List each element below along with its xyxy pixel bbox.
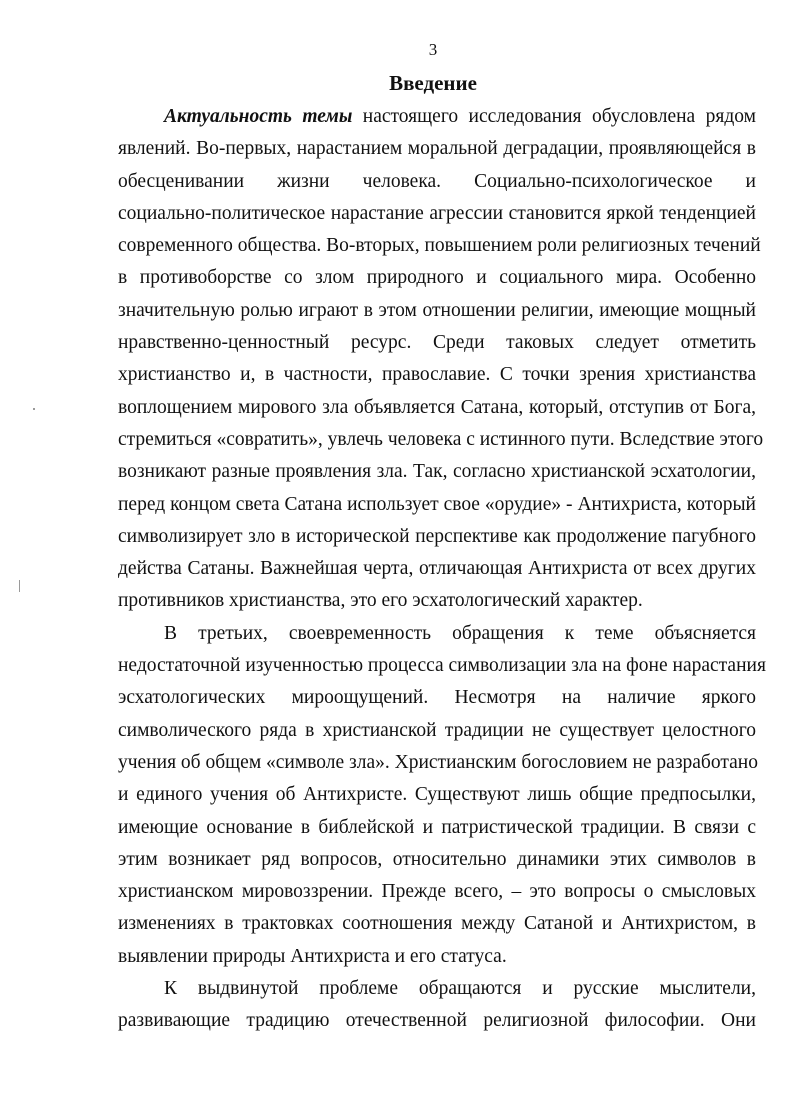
text-line: К выдвинутой проблеме обращаются и русские мыслители, xyxy=(164,978,756,1000)
body-text xyxy=(118,101,766,1038)
text-line: обесценивании жизни человека. Социально-психологическое и xyxy=(118,170,756,192)
text-line: недостаточной изученностью процесса символизации зла на фоне нарастания xyxy=(118,655,766,677)
text-line: стремиться «совратить», увлечь человека с истинного пути. Вследствие этого xyxy=(118,428,764,450)
text-line: христианство и, в частности, православие. С точки зрения христианства xyxy=(118,364,756,386)
text-line: противников христианства, это его эсхатологический характер. xyxy=(118,590,643,612)
text-line: изменениях в трактовках соотношения между Сатаной и Антихристом, в xyxy=(118,913,756,935)
paragraph-russian-thinkers xyxy=(118,973,756,1038)
text-line: имеющие основание в библейской и патристической традиции. В связи с xyxy=(118,816,756,838)
text-line: В третьих, своевременность обращения к теме объясняется xyxy=(164,622,756,644)
text-line: выявлении природы Антихриста и его статуса. xyxy=(118,945,507,967)
text-line: христианском мировоззрении. Прежде всего, – это вопросы о смысловых xyxy=(118,881,756,903)
text-line: значительную ролью играют в этом отношении религии, имеющие мощный xyxy=(118,299,756,321)
text-line: современного общества. Во-вторых, повышением роли религиозных течений xyxy=(118,235,761,257)
text-line: возникают разные проявления зла. Так, согласно христианской эсхатологии, xyxy=(118,461,756,483)
text-line: эсхатологических мироощущений. Несмотря на наличие яркого xyxy=(118,687,756,709)
text-line: действа Сатаны. Важнейшая черта, отличающая Антихриста от всех других xyxy=(118,558,756,580)
text-line: учения об общем «символе зла». Христианским богословием не разработано xyxy=(118,751,758,773)
paragraph-relevance xyxy=(118,101,764,618)
paragraph-third-reason xyxy=(118,618,766,973)
text-line: развивающие традицию отечественной религиозной философии. Они xyxy=(118,1010,756,1032)
text-line: воплощением мирового зла объявляется Сатана, который, отступив от Бога, xyxy=(118,396,756,418)
text-line: символического ряда в христианской традиции не существует целостного xyxy=(118,719,756,741)
text-line: нравственно-ценностный ресурс. Среди таковых следует отметить xyxy=(118,332,756,354)
text-line: символизирует зло в исторической перспективе как продолжение пагубного xyxy=(118,525,756,547)
text-line: явлений. Во-первых, нарастанием моральной деградации, проявляющейся в xyxy=(118,138,756,160)
text-line: в противоборстве со злом природного и социального мира. Особенно xyxy=(118,267,756,289)
scan-artifact xyxy=(33,408,35,410)
text-line: этим возникает ряд вопросов, относительно динамики этих символов в xyxy=(118,848,756,870)
text-line: и единого учения об Антихристе. Существуют лишь общие предпосылки, xyxy=(118,784,756,806)
emphasized-term: Актуальность темы xyxy=(164,106,353,127)
text-line: социально-политическое нарастание агрессии становится яркой тенденцией xyxy=(118,202,756,224)
text-line: Актуальность темы настоящего исследования обусловлена рядом xyxy=(164,106,756,127)
text-line: перед концом света Сатана использует свое «орудие» - Антихриста, который xyxy=(118,493,756,515)
section-heading: Введение xyxy=(389,71,477,95)
scan-artifact xyxy=(19,580,20,592)
page-number: 3 xyxy=(428,40,438,59)
